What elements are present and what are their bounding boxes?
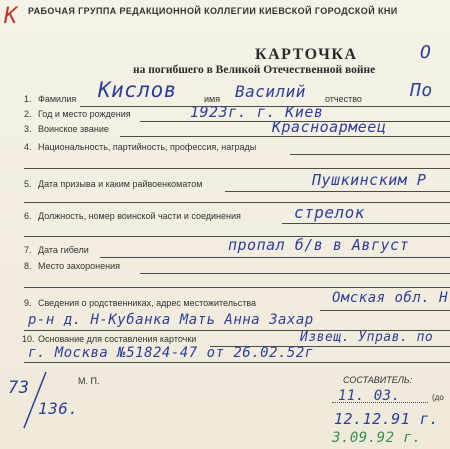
stamp-place-label: М. П. bbox=[78, 376, 100, 386]
stamp-number: 73 bbox=[8, 378, 30, 398]
field-8-line bbox=[140, 273, 450, 274]
corner-mark: К bbox=[4, 4, 18, 29]
position-value: стрелок bbox=[294, 203, 365, 222]
field-9-number: 9. bbox=[24, 298, 32, 308]
name-value: Василий bbox=[235, 82, 306, 101]
field-5-number: 5. bbox=[24, 179, 32, 189]
field-10-label: Основание для составления карточки bbox=[38, 334, 197, 344]
patronymic-value: По bbox=[410, 80, 433, 101]
field-8-line-2 bbox=[24, 287, 450, 288]
surname-value: Кислов bbox=[98, 78, 177, 102]
compiler-paren: (до bbox=[432, 393, 444, 402]
field-4-number: 4. bbox=[24, 142, 32, 152]
compile-date-3: 3.09.92 г. bbox=[332, 430, 422, 446]
field-6-label: Должность, номер воинской части и соединения bbox=[38, 211, 241, 221]
field-3-label: Воинское звание bbox=[38, 124, 109, 134]
field-10-line-2 bbox=[24, 362, 450, 363]
relatives-value-1: Омская обл. Н bbox=[332, 290, 449, 306]
field-5-label: Дата призыва и каким райвоенкоматом bbox=[38, 179, 203, 189]
compile-date-2: 12.12.91 г. bbox=[334, 410, 439, 428]
draft-value: Пушкинским Р bbox=[312, 171, 427, 189]
field-7-number: 7. bbox=[24, 245, 32, 255]
organization-header: РАБОЧАЯ ГРУППА РЕДАКЦИОННОЙ КОЛЛЕГИИ КИЕВСКОЙ ГОРОДСКОЙ КНИ bbox=[28, 6, 398, 16]
field-7-label: Дата гибели bbox=[38, 245, 89, 255]
field-4-label: Национальность, партийность, профессия, награды bbox=[38, 142, 257, 152]
field-6-line bbox=[282, 223, 450, 224]
stamp-sub-number: 136. bbox=[38, 399, 79, 418]
corner-right-mark: О bbox=[420, 42, 432, 63]
field-4-line-2 bbox=[24, 168, 450, 169]
field-2-number: 2. bbox=[24, 109, 32, 119]
card-title: КАРТОЧКА bbox=[255, 46, 358, 63]
field-3-line bbox=[120, 136, 450, 137]
field-1-label: Фамилия bbox=[38, 94, 77, 104]
relatives-value-2: р-н д. Н-Кубанка Мать Анна Захар bbox=[28, 312, 314, 328]
field-2-label: Год и место рождения bbox=[38, 109, 131, 119]
patronymic-label: отчество bbox=[325, 94, 362, 104]
field-9-label: Сведения о родственниках, адрес местожительства bbox=[38, 298, 257, 308]
basis-value-1: Извещ. Управ. по bbox=[300, 330, 434, 345]
field-5-line-2 bbox=[24, 202, 450, 203]
field-10-number: 10. bbox=[22, 334, 35, 344]
death-value: пропал б/в в Август bbox=[228, 236, 410, 254]
compiler-dotted-line bbox=[332, 402, 428, 403]
name-label: имя bbox=[204, 94, 221, 104]
field-8-number: 8. bbox=[24, 261, 32, 271]
basis-value-2: г. Москва №51824-47 от 26.02.52г bbox=[28, 345, 314, 361]
field-4-line bbox=[290, 154, 450, 155]
rank-value: Красноармеец bbox=[272, 118, 387, 136]
field-6-number: 6. bbox=[24, 211, 32, 221]
field-7-line bbox=[100, 257, 450, 258]
field-9-line bbox=[320, 310, 450, 311]
field-8-label: Место захоронения bbox=[38, 261, 121, 271]
birth-value: 1923г. г. Киев bbox=[190, 103, 324, 121]
field-3-number: 3. bbox=[24, 124, 32, 134]
compiler-label: СОСТАВИТЕЛЬ: bbox=[343, 375, 413, 385]
field-5-line bbox=[225, 191, 450, 192]
card-subtitle: на погибшего в Великой Отечественной войне bbox=[133, 64, 376, 76]
compile-date-1: 11. 03. bbox=[338, 388, 401, 404]
field-1-number: 1. bbox=[24, 94, 32, 104]
